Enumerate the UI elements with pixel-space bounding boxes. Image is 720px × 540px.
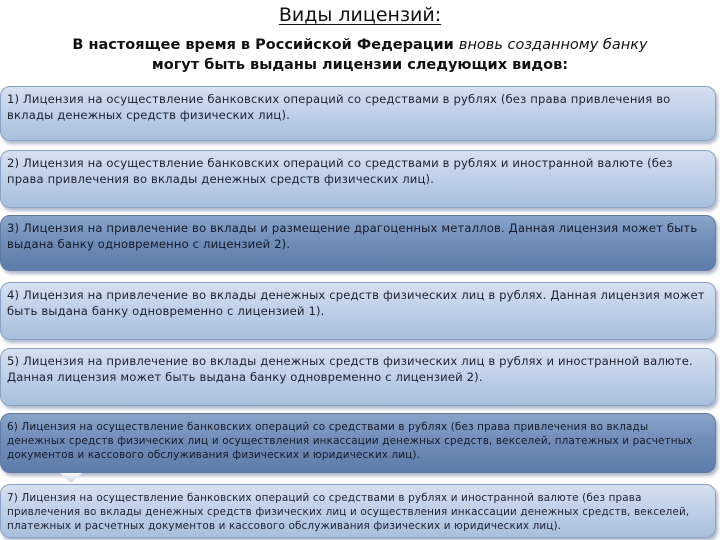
license-item-4 bbox=[0, 282, 716, 340]
license-text: 4) Лицензия на привлечение во вклады денежных средств физических лиц в рублях. Данная лицензия может быть выдана банку одновременно с лицензией 1). bbox=[7, 288, 705, 318]
license-item-5 bbox=[0, 348, 716, 406]
subtitle-emphasis: вновь созданному банку bbox=[458, 37, 648, 53]
license-item-6 bbox=[0, 413, 716, 473]
license-item-1 bbox=[0, 86, 716, 141]
license-item-3 bbox=[0, 215, 716, 271]
slide-title: Виды лицензий: bbox=[278, 4, 442, 26]
license-text: 3) Лицензия на привлечение во вклады и размещение драгоценных металлов. Данная лицензия может быть выдана банку одновременно с лицензией 2). bbox=[7, 221, 698, 251]
connector-arrow bbox=[60, 473, 82, 483]
license-text: 7) Лицензия на осуществление банковских операций со средствами в рублях и иностранной валюте (без права привлечения во вклады денежных средств физических лиц и осуществления инкассации денежных средств, векселей, платежных и расчетных документов и кассового обслуживания физических и юридических лиц). bbox=[7, 492, 690, 532]
license-item-2 bbox=[0, 150, 716, 208]
license-text: 6) Лицензия на осуществление банковских операций со средствами в рублях (без права привлечения во вклады денежных средств физических лиц и осуществления инкассации денежных средств, векселей, платежных и расчетных документов и кассового обслуживания физических и юридических лиц). bbox=[7, 421, 693, 461]
license-text: 1) Лицензия на осуществление банковских операций со средствами в рублях (без права привлечения во вклады денежных средств физических лиц). bbox=[7, 92, 671, 122]
subtitle-text: В настоящее время в Российской Федерации bbox=[72, 37, 459, 53]
subtitle-line2: могут быть выданы лицензии следующих видов: bbox=[151, 57, 569, 73]
slide-subtitle bbox=[20, 35, 700, 75]
license-item-7 bbox=[0, 484, 716, 538]
license-text: 2) Лицензия на осуществление банковских операций со средствами в рублях и иностранной валюте (без права привлечения во вклады денежных средств физических лиц). bbox=[7, 156, 673, 186]
license-text: 5) Лицензия на привлечение во вклады денежных средств физических лиц в рублях и иностранной валюте. Данная лицензия может быть выдана банку одновременно с лицензией 2). bbox=[7, 354, 693, 384]
